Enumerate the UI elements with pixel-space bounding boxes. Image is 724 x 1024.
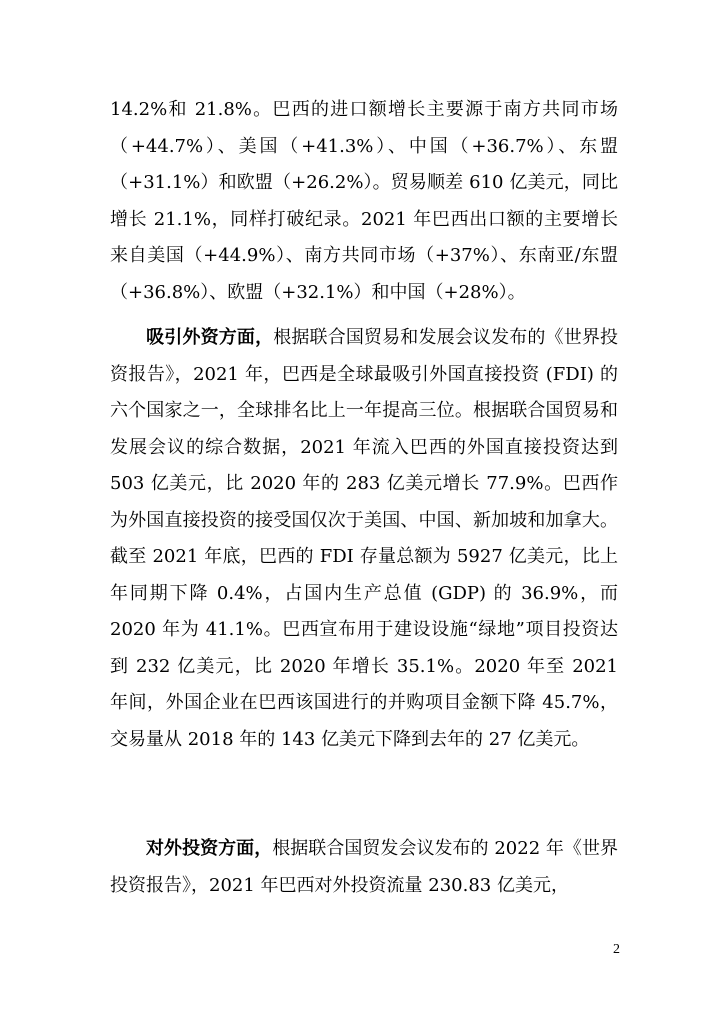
- page-number: 2: [613, 942, 620, 957]
- paragraph-foreign-investment-heading: 吸引外资方面，: [146, 327, 274, 348]
- paragraph-outward-investment: [110, 831, 618, 904]
- paragraph-foreign-investment-text: 根据联合国贸易和发展会议发布的《世界投资报告》，2021 年，巴西是全球最吸引外国直接投资 (FDI) 的六个国家之一，全球排名比上一年提高三位。根据联合国贸易和发展会议的综合数据，2021 年流入巴西的外国直接投资达到 503 亿美元，比 2020 年的 283 亿美元增长 77.9%。巴西作为外国直接投资的接受国仅次于美国、中国、新加坡和加拿大。截至 2021 年底，巴西的 FDI 存量总额为 5927 亿美元，比上年同期下降 0.4%，占国内生产总值 (GDP) 的 36.9%，而 2020 年为 41.1%。巴西宣布用于建设设施“绿地”项目投资达到 232 亿美元，比 2020 年增长 35.1%。2020 年至 2021 年间，外国企业在巴西该国进行的并购项目金额下降 45.7%，交易量从 2018 年的 143 亿美元下降到去年的 27 亿美元。: [110, 327, 619, 750]
- paragraph-trade-text: 14.2%和 21.8%。巴西的进口额增长主要源于南方共同市场（+44.7%）、美国（+41.3%）、中国（+36.7%）、东盟（+31.1%）和欧盟（+26.2%）。贸易顺差 610 亿美元，同比增长 21.1%，同样打破纪录。2021 年巴西出口额的主要增长来自美国（+44.9%）、南方共同市场（+37%）、东南亚/东盟（+36.8%）、欧盟（+32.1%）和中国（+28%）。: [110, 99, 618, 303]
- paragraph-foreign-investment: [110, 320, 618, 758]
- paragraph-trade: [110, 92, 618, 311]
- paragraph-outward-investment-text: 根据联合国贸发会议发布的 2022 年《世界投资报告》，2021 年巴西对外投资流量 230.83 亿美元，: [110, 838, 618, 896]
- paragraph-outward-investment-heading: 对外投资方面，: [146, 838, 273, 859]
